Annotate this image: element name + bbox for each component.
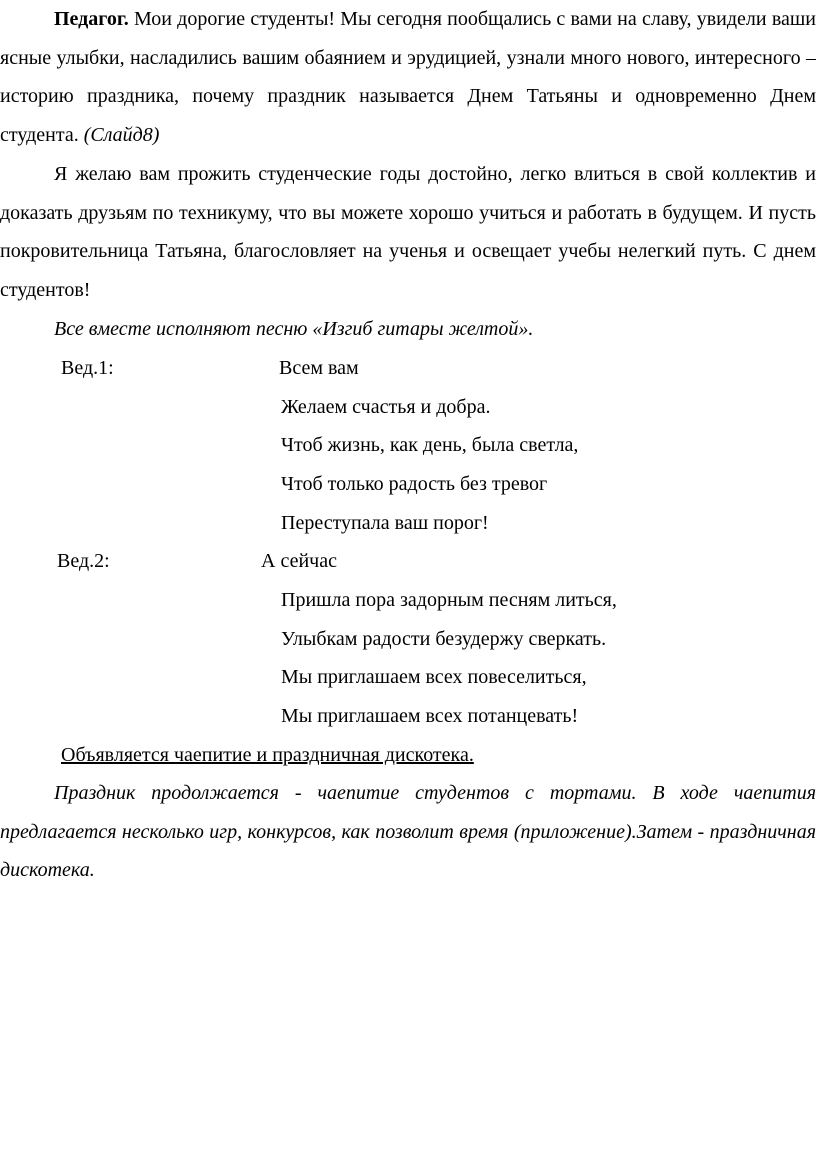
speaker-label: Педагог. (54, 8, 129, 30)
verse1-line: Чтоб только радость без тревог (281, 473, 548, 495)
teacher-speech (0, 0, 816, 155)
verse2-line: А сейчас (261, 550, 337, 572)
speech-text: Мои дорогие студенты! Мы сегодня пообщались с вами на славу, увидели ваши ясные улыбки, насладились вашим обаянием и эрудицией, узнали много нового, интересного – историю праздника, почему праздник называется Днем Татьяны и одновременно Днем студента. (0, 8, 816, 147)
song-direction: Все вместе исполняют песню «Изгиб гитары желтой». (54, 318, 534, 340)
teacher-paragraph (0, 0, 816, 155)
verse2-line: Пришла пора задорным песням литься, (281, 589, 617, 611)
wishes-paragraph (0, 155, 816, 310)
verse2-line: Улыбкам радости безудержу сверкать. (281, 628, 607, 650)
wishes-text: Я желаю вам прожить студенческие годы достойно, легко влиться в свой коллектив и доказать друзьям по техникуму, что вы можете хорошо учиться и работать в будущем. И пусть покровительница Татьяна, благословляет на ученья и освещает учебы нелегкий путь. С днем студентов! (0, 163, 816, 302)
verse1-line: Желаем счастья и добра. (281, 396, 491, 418)
verse1-speaker-label: Вед.1: (61, 357, 114, 379)
closing-paragraph (0, 774, 816, 890)
verse1-line: Всем вам (279, 357, 359, 379)
verse2-line: Мы приглашаем всех повеселиться, (281, 666, 587, 688)
verse2-line: Мы приглашаем всех потанцевать! (281, 705, 579, 727)
announcement: Объявляется чаепитие и праздничная дискотека. (61, 744, 474, 766)
closing-note: Праздник продолжается - чаепитие студентов с тортами. В ходе чаепития предлагается несколько игр, конкурсов, как позволит время (приложение).Затем - праздничная дискотека. (0, 782, 816, 882)
slide-note: (Слайд8) (78, 124, 160, 147)
verse1-line: Переступала ваш порог! (281, 512, 489, 534)
verse2-speaker-label: Вед.2: (57, 550, 110, 572)
verse1-line: Чтоб жизнь, как день, была светла, (281, 434, 579, 456)
